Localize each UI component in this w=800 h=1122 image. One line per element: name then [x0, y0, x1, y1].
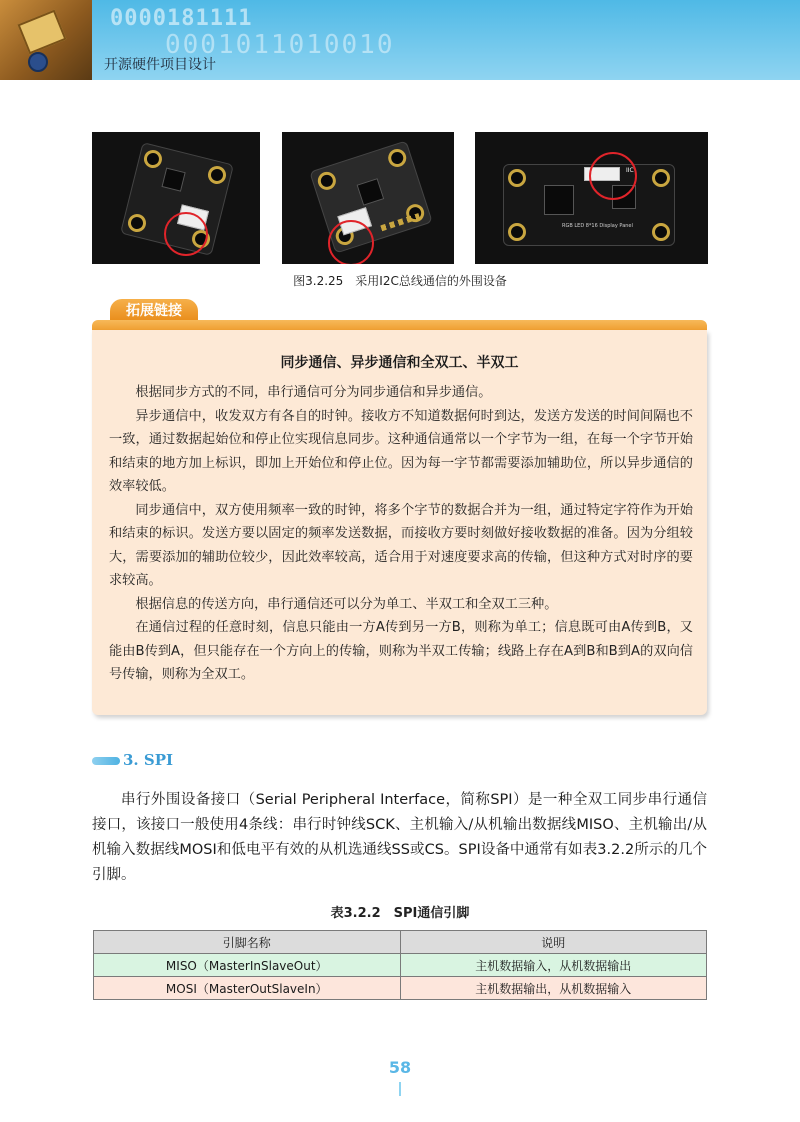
book-title: 开源硬件项目设计	[104, 57, 216, 73]
device-photo-2	[282, 132, 454, 264]
board-label: RGB LED 8*16 Display Panel	[562, 223, 633, 229]
figure-caption: 图3.2.25 采用I2C总线通信的外围设备	[293, 274, 507, 288]
chip-graphic	[17, 10, 66, 55]
spi-pin-table	[93, 930, 707, 1000]
paragraph: 同步通信中，双方使用频率一致的时钟，将多个字节的数据合并为一组，通过特定字符作为开始和结束的标识。发送方要以固定的频率发送数据，而接收方要时刻做好接收数据的准备。因为分组较大，需要添加的辅助位较少，因此效率较高，适合用于对速度要求高的传输，但这种方式对时序的要求较高。	[109, 502, 693, 588]
page-number-tick	[399, 1082, 401, 1096]
paragraph: 根据信息的传送方向，串行通信还可以分为单工、半双工和全双工三种。	[135, 596, 558, 612]
fan-graphic	[28, 52, 48, 72]
binary-decoration-1: 0000181111	[110, 6, 253, 31]
binary-decoration-2: 0001011010010	[165, 30, 395, 60]
table-row	[94, 977, 707, 1000]
table-header: 说明	[400, 931, 707, 954]
table-header-row	[94, 931, 707, 954]
paragraph: 在通信过程的任意时刻，信息只能由一方A传到另一方B，则称为单工；信息既可由A传到B，又能由B传到A，但只能存在一个方向上的传输，则称为半双工传输；线路上存在A到B和B到A的双向信号传输，则称为全双工。	[109, 620, 693, 682]
table-caption: 表3.2.2 SPI通信引脚	[330, 906, 470, 921]
extension-text	[109, 381, 693, 687]
table-cell: 主机数据输出，从机数据输入	[400, 977, 707, 1000]
section-body	[92, 788, 707, 888]
table-row	[94, 954, 707, 977]
table-header: 引脚名称	[94, 931, 401, 954]
table-cell: MISO（MasterInSlaveOut）	[94, 954, 401, 977]
paragraph: 异步通信中，收发双方有各自的时钟。接收方不知道数据何时到达，发送方发送的时间间隔也不一致，通过数据起始位和停止位实现信息同步。这种通信通常以一个字节为一组，在每一个字节开始和结束的地方加上标识，即加上开始位和停止位。因为每一字节都需要添加辅助位，所以异步通信的效率较低。	[109, 408, 693, 494]
extension-title: 同步通信、异步通信和全双工、半双工	[280, 355, 519, 371]
device-photo-3	[475, 132, 708, 264]
header-photo	[0, 0, 92, 80]
highlight-circle	[328, 220, 374, 264]
paragraph: 根据同步方式的不同，串行通信可分为同步通信和异步通信。	[135, 385, 492, 400]
highlight-circle	[164, 212, 208, 256]
table-cell: 主机数据输入，从机数据输出	[400, 954, 707, 977]
iic-label: IIC	[626, 167, 634, 174]
extension-tag: 拓展链接	[110, 299, 198, 323]
device-photo-1	[92, 132, 260, 264]
highlight-circle	[589, 152, 637, 200]
page-header	[0, 0, 800, 80]
section-title: 3. SPI	[123, 751, 174, 769]
table-cell: MOSI（MasterOutSlaveIn）	[94, 977, 401, 1000]
section-marker	[92, 757, 120, 765]
page-number: 58	[388, 1058, 412, 1077]
paragraph: 串行外围设备接口（Serial Peripheral Interface，简称SPI）是一种全双工同步串行通信接口，该接口一般使用4条线：串行时钟线SCK、主机输入/从机输出数据线MISO、主机输出/从机输入数据线MOSI和低电平有效的从机选通线SS或CS。SPI设备中通常有如表3.2.2所示的几个引脚。	[92, 792, 707, 883]
